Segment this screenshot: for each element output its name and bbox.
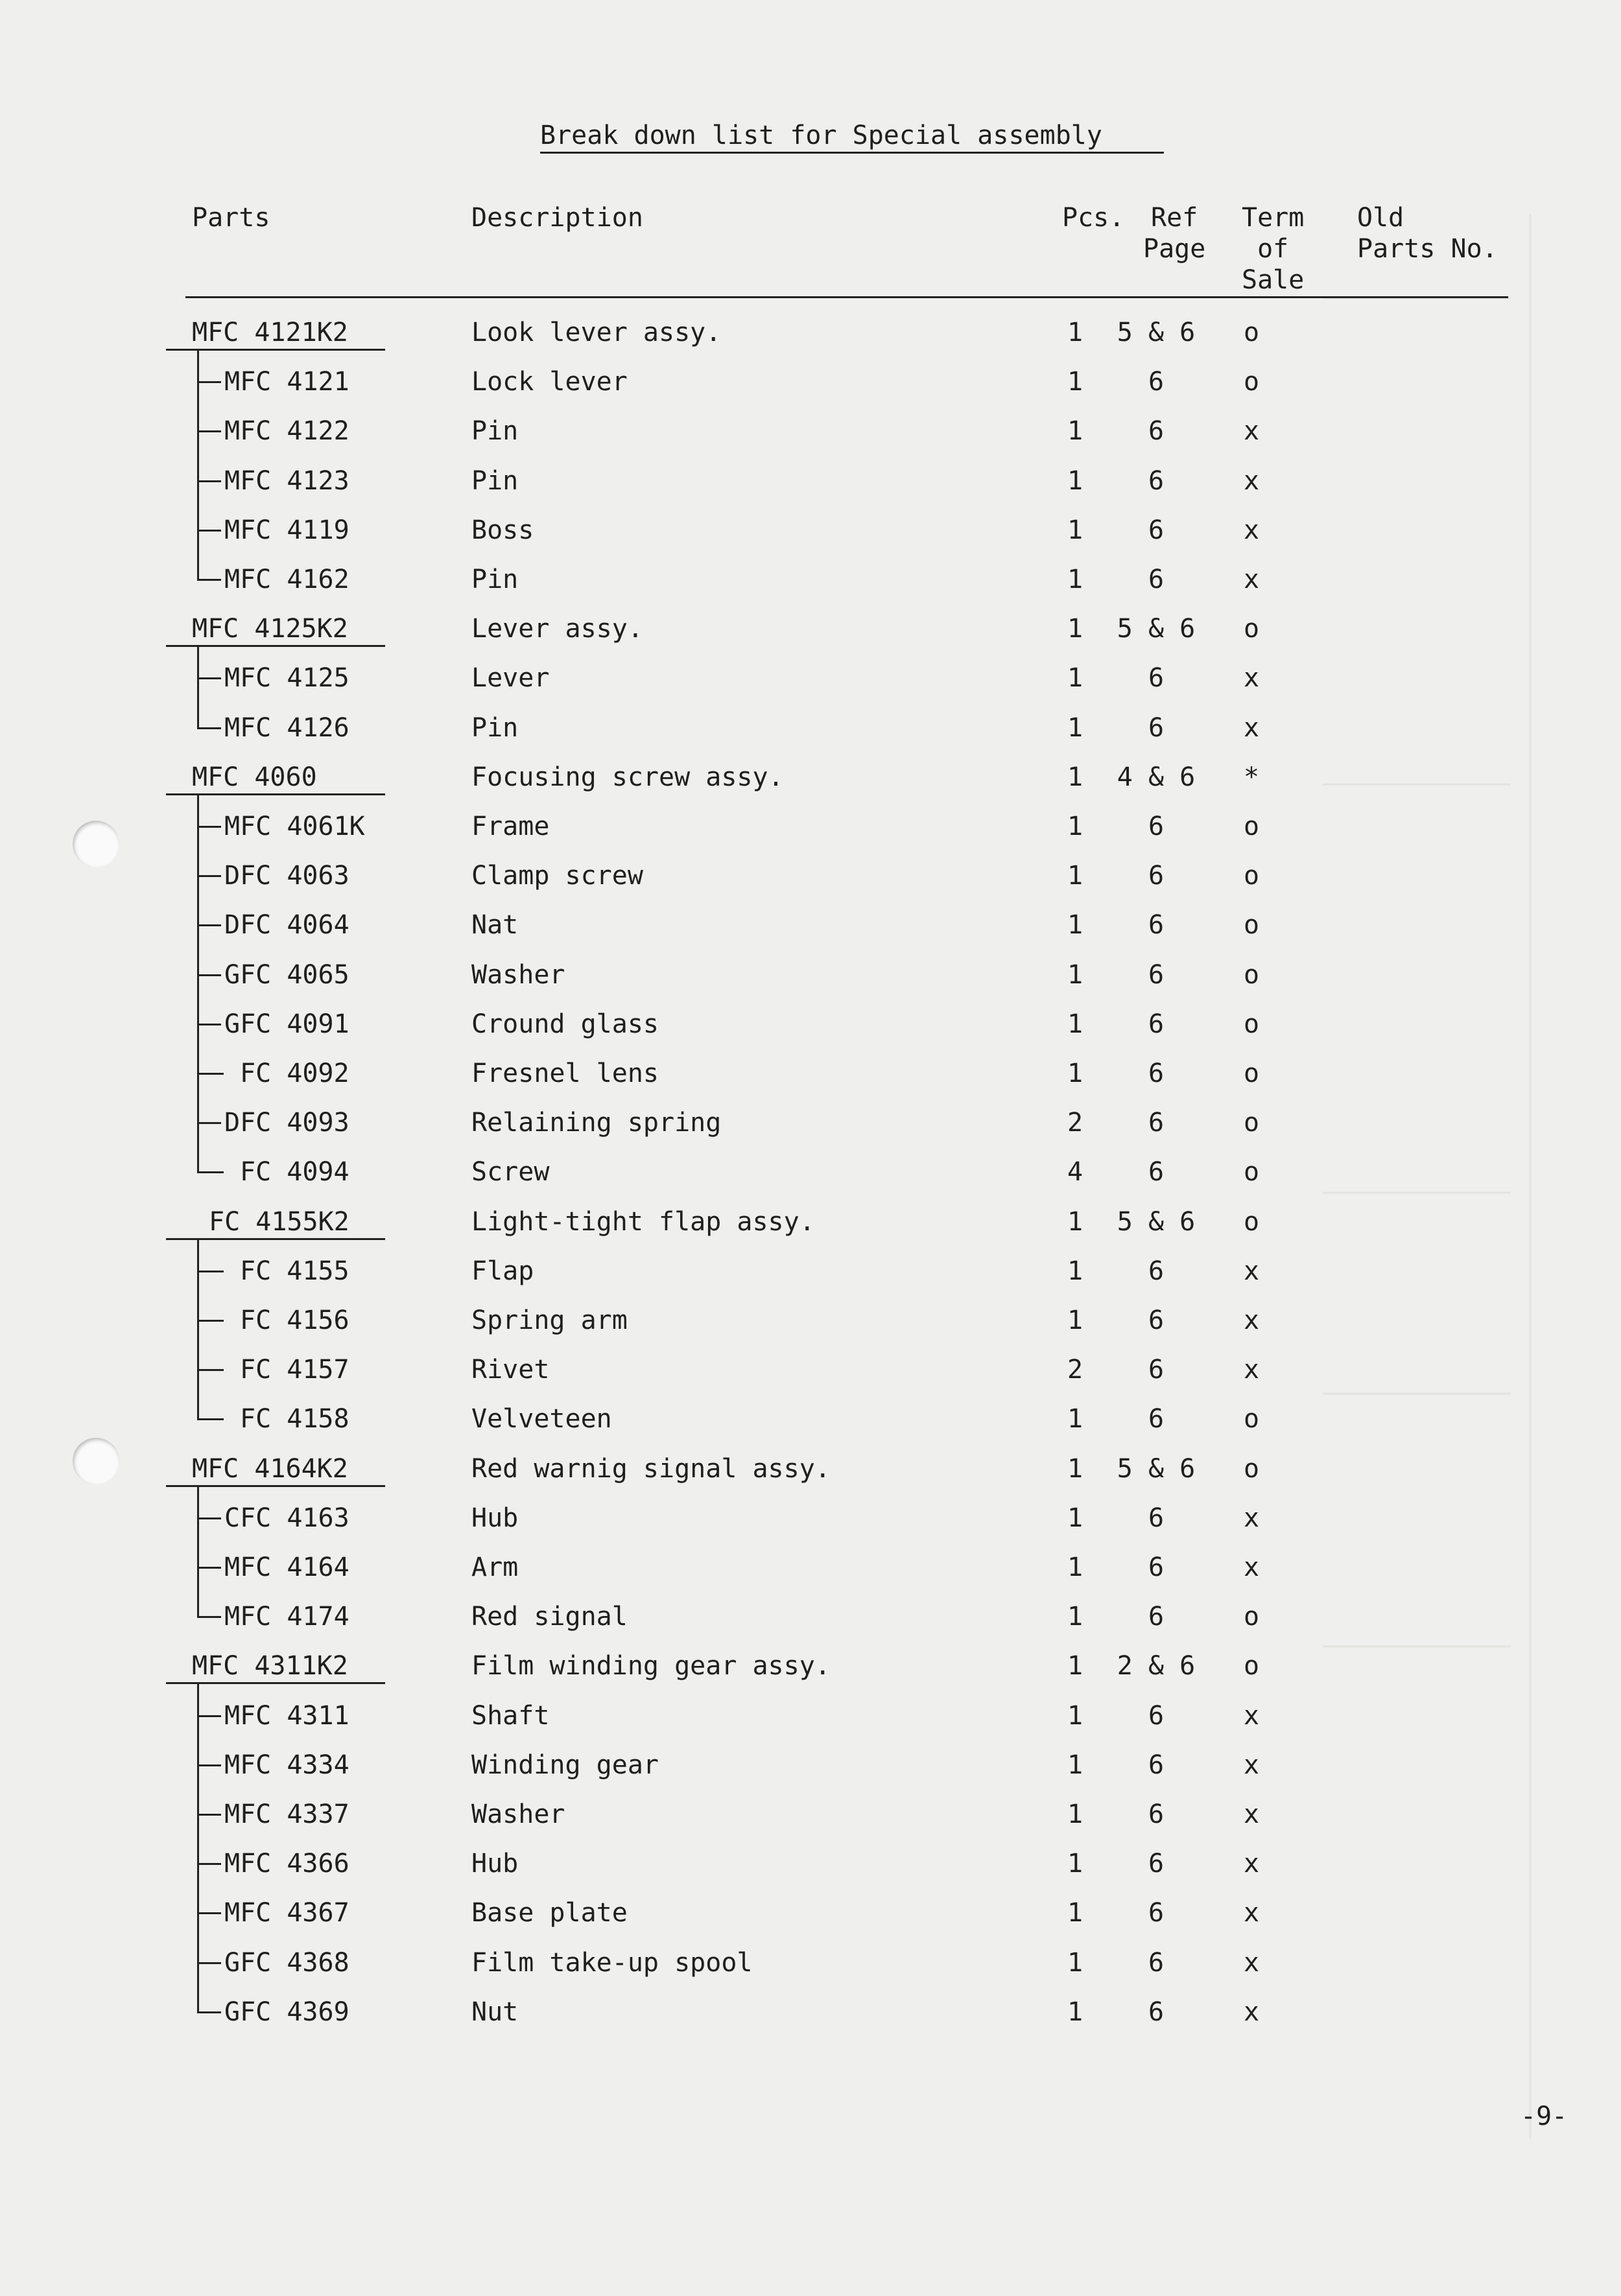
part-description: Spring arm [471,1306,628,1335]
part-description: Pin [471,713,519,743]
part-ref-page: 6 [1148,713,1165,743]
part-description: Look lever assy. [471,318,722,347]
part-description: Pin [471,565,519,594]
part-pcs: 1 [1067,1059,1083,1088]
part-term-of-sale: x [1243,565,1260,594]
part-description: Red warnig signal assy. [471,1454,831,1484]
part-term-of-sale: o [1243,812,1260,841]
header-ref-line1: Ref [1151,203,1198,233]
part-ref-page: 6 [1148,1948,1165,1978]
part-term-of-sale: o [1243,960,1260,990]
part-number: MFC 4119 [224,515,349,545]
part-ref-page: 6 [1148,515,1165,545]
part-ref-page: 6 [1148,1503,1165,1533]
part-term-of-sale: o [1243,861,1260,891]
header-parts: Parts [192,203,270,233]
part-pcs: 1 [1067,1651,1083,1681]
part-number: GFC 4368 [224,1948,349,1978]
part-pcs: 1 [1067,1306,1083,1335]
part-description: Cround glass [471,1009,659,1039]
part-pcs: 1 [1067,910,1083,940]
part-term-of-sale: x [1243,1503,1260,1533]
tree-branch [198,1517,221,1519]
tree-branch [198,1171,224,1173]
tree-branch [198,430,221,432]
part-ref-page: 6 [1148,861,1165,891]
part-ref-page: 5 & 6 [1117,1207,1196,1237]
part-description: Fresnel lens [471,1059,659,1088]
part-term-of-sale: o [1243,1009,1260,1039]
part-description: Rivet [471,1355,550,1385]
tree-vertical-line [197,795,199,1173]
tree-branch [198,1962,221,1964]
part-term-of-sale: * [1243,762,1260,792]
header-term-line3: Sale [1242,265,1305,295]
part-term-of-sale: x [1243,1701,1260,1731]
part-number: MFC 4334 [224,1750,349,1780]
part-term-of-sale: o [1243,1059,1260,1088]
header-rule [185,296,1508,298]
part-term-of-sale: o [1243,1602,1260,1632]
part-ref-page: 5 & 6 [1117,614,1196,644]
tree-branch [198,1863,221,1865]
part-ref-page: 6 [1148,565,1165,594]
tree-branch [198,381,221,383]
part-pcs: 1 [1067,1256,1083,1286]
part-description: Boss [471,515,534,545]
part-term-of-sale: o [1243,1207,1260,1237]
part-number: FC 4094 [240,1157,349,1187]
part-ref-page: 6 [1148,1552,1165,1582]
part-term-of-sale: x [1243,1552,1260,1582]
header-old-line1: Old [1357,203,1404,233]
binder-hole-top [73,821,119,867]
tree-vertical-line [197,646,199,729]
part-description: Film take-up spool [471,1948,753,1978]
header-ref-line2: Page [1143,234,1206,264]
part-ref-page: 6 [1148,1108,1165,1138]
part-number: MFC 4162 [224,565,349,594]
part-number: FC 4157 [240,1355,349,1385]
part-term-of-sale: x [1243,1799,1260,1829]
part-pcs: 2 [1067,1355,1083,1385]
header-term-line2: of [1257,234,1289,264]
part-ref-page: 5 & 6 [1117,1454,1196,1484]
part-term-of-sale: x [1243,1898,1260,1928]
tree-branch [198,875,221,877]
part-number: FC 4155K2 [209,1207,349,1237]
part-term-of-sale: x [1243,1849,1260,1879]
part-pcs: 1 [1067,1997,1083,2027]
part-term-of-sale: x [1243,515,1260,545]
part-number: DFC 4063 [224,861,349,891]
tree-branch [198,2011,221,2013]
part-pcs: 1 [1067,1207,1083,1237]
tree-branch [198,727,221,729]
part-number: FC 4092 [240,1059,349,1088]
part-description: Screw [471,1157,550,1187]
part-description: Nat [471,910,519,940]
part-pcs: 1 [1067,1454,1083,1484]
tree-branch [198,924,221,926]
part-term-of-sale: x [1243,663,1260,693]
part-ref-page: 6 [1148,1157,1165,1187]
part-term-of-sale: o [1243,910,1260,940]
tree-branch [198,677,221,679]
tree-branch [198,530,221,532]
tree-branch [198,1418,224,1420]
part-pcs: 1 [1067,367,1083,397]
part-description: Shaft [471,1701,550,1731]
part-pcs: 1 [1067,1898,1083,1928]
part-number: MFC 4125K2 [192,614,348,644]
part-term-of-sale: o [1243,1108,1260,1138]
part-term-of-sale: x [1243,1306,1260,1335]
binder-hole-bottom [73,1438,119,1484]
part-description: Clamp screw [471,861,643,891]
part-ref-page: 6 [1148,663,1165,693]
part-pcs: 1 [1067,812,1083,841]
part-description: Washer [471,960,565,990]
part-description: Focusing screw assy. [471,762,784,792]
part-number: MFC 4123 [224,466,349,496]
part-ref-page: 5 & 6 [1117,318,1196,347]
part-pcs: 1 [1067,1404,1083,1434]
part-number: MFC 4174 [224,1602,349,1632]
part-ref-page: 6 [1148,1701,1165,1731]
tree-branch [198,974,221,976]
part-ref-page: 6 [1148,812,1165,841]
part-term-of-sale: x [1243,1256,1260,1286]
part-number: MFC 4311 [224,1701,349,1731]
part-term-of-sale: o [1243,1404,1260,1434]
tree-branch [198,1073,224,1075]
part-term-of-sale: x [1243,1997,1260,2027]
part-ref-page: 6 [1148,960,1165,990]
page-title: Break down list for Special assembly [540,121,1102,150]
header-pcs: Pcs. [1062,203,1125,233]
part-ref-page: 6 [1148,1306,1165,1335]
part-pcs: 1 [1067,318,1083,347]
part-ref-page: 6 [1148,416,1165,446]
part-description: Film winding gear assy. [471,1651,831,1681]
tree-branch [198,1024,221,1025]
part-pcs: 1 [1067,663,1083,693]
part-number: MFC 4060 [192,762,317,792]
tree-branch [198,480,221,482]
part-pcs: 1 [1067,1948,1083,1978]
part-number: MFC 4061K [224,812,365,841]
header-description: Description [471,203,643,233]
part-ref-page: 6 [1148,1849,1165,1879]
part-description: Relaining spring [471,1108,722,1138]
part-description: Pin [471,416,519,446]
part-term-of-sale: o [1243,614,1260,644]
header-term-line1: Term [1242,203,1305,233]
header-ref [1143,202,1205,264]
part-ref-page: 6 [1148,1898,1165,1928]
part-number: FC 4156 [240,1306,349,1335]
part-ref-page: 6 [1148,1355,1165,1385]
part-pcs: 1 [1067,861,1083,891]
part-term-of-sale: o [1243,367,1260,397]
part-description: Arm [471,1552,519,1582]
part-pcs: 2 [1067,1108,1083,1138]
part-ref-page: 6 [1148,1059,1165,1088]
part-number: MFC 4366 [224,1849,349,1879]
part-pcs: 1 [1067,1552,1083,1582]
part-term-of-sale: x [1243,416,1260,446]
part-pcs: 1 [1067,416,1083,446]
part-ref-page: 6 [1148,1602,1165,1632]
part-description: Winding gear [471,1750,659,1780]
part-term-of-sale: o [1243,1454,1260,1484]
part-number: GFC 4369 [224,1997,349,2027]
tree-branch [198,1814,221,1816]
part-description: Lock lever [471,367,628,397]
tree-branch [198,1271,224,1272]
part-number: MFC 4311K2 [192,1651,348,1681]
part-number: DFC 4093 [224,1108,349,1138]
part-ref-page: 6 [1148,1009,1165,1039]
part-description: Hub [471,1503,519,1533]
part-term-of-sale: x [1243,1948,1260,1978]
part-ref-page: 2 & 6 [1117,1651,1196,1681]
part-number: MFC 4125 [224,663,349,693]
part-description: Hub [471,1849,519,1879]
part-description: Light-tight flap assy. [471,1207,815,1237]
part-pcs: 1 [1067,1849,1083,1879]
part-term-of-sale: o [1243,1157,1260,1187]
tree-branch [198,1122,221,1124]
part-ref-page: 6 [1148,1997,1165,2027]
part-ref-page: 6 [1148,1750,1165,1780]
part-pcs: 1 [1067,1503,1083,1533]
part-description: Pin [471,466,519,496]
part-pcs: 1 [1067,565,1083,594]
part-pcs: 1 [1067,713,1083,743]
part-pcs: 1 [1067,762,1083,792]
part-description: Washer [471,1799,565,1829]
tree-vertical-line [197,350,199,581]
part-term-of-sale: o [1243,318,1260,347]
part-ref-page: 4 & 6 [1117,762,1196,792]
part-number: MFC 4337 [224,1799,349,1829]
part-term-of-sale: x [1243,466,1260,496]
part-number: MFC 4126 [224,713,349,743]
part-number: DFC 4064 [224,910,349,940]
part-number: MFC 4121K2 [192,318,348,347]
part-term-of-sale: o [1243,1651,1260,1681]
part-description: Base plate [471,1898,628,1928]
part-term-of-sale: x [1243,1750,1260,1780]
tree-branch [198,1912,221,1914]
part-description: Flap [471,1256,534,1286]
part-ref-page: 6 [1148,367,1165,397]
part-term-of-sale: x [1243,713,1260,743]
part-ref-page: 6 [1148,1799,1165,1829]
part-description: Nut [471,1997,519,2027]
part-number: MFC 4121 [224,367,349,397]
part-pcs: 1 [1067,1799,1083,1829]
tree-vertical-line [197,1239,199,1420]
title-underline [540,152,1164,154]
part-number: MFC 4367 [224,1898,349,1928]
part-number: MFC 4122 [224,416,349,446]
part-description: Lever assy. [471,614,643,644]
part-number: FC 4158 [240,1404,349,1434]
tree-branch [198,1715,221,1717]
part-number: FC 4155 [240,1256,349,1286]
part-pcs: 1 [1067,1701,1083,1731]
tree-branch [198,1369,224,1371]
tree-branch [198,1320,224,1322]
part-pcs: 1 [1067,614,1083,644]
part-description: Red signal [471,1602,628,1632]
part-description: Frame [471,812,550,841]
part-pcs: 1 [1067,960,1083,990]
part-ref-page: 6 [1148,1256,1165,1286]
part-number: CFC 4163 [224,1503,349,1533]
part-pcs: 1 [1067,515,1083,545]
part-number: GFC 4091 [224,1009,349,1039]
part-description: Velveteen [471,1404,612,1434]
page-number: -9- [1520,2102,1568,2131]
tree-branch [198,1567,221,1569]
tree-branch [198,826,221,828]
tree-branch [198,1764,221,1766]
part-pcs: 4 [1067,1157,1083,1187]
part-number: GFC 4065 [224,960,349,990]
part-number: MFC 4164K2 [192,1454,348,1484]
tree-branch [198,1616,221,1618]
part-pcs: 1 [1067,1750,1083,1780]
header-term [1242,202,1304,296]
part-ref-page: 6 [1148,466,1165,496]
part-description: Lever [471,663,550,693]
part-pcs: 1 [1067,1009,1083,1039]
part-term-of-sale: x [1243,1355,1260,1385]
header-old-parts [1357,202,1498,264]
header-old-line2: Parts No. [1357,234,1498,264]
part-pcs: 1 [1067,466,1083,496]
part-ref-page: 6 [1148,1404,1165,1434]
tree-vertical-line [197,1486,199,1618]
part-pcs: 1 [1067,1602,1083,1632]
tree-branch [198,579,221,581]
part-ref-page: 6 [1148,910,1165,940]
part-number: MFC 4164 [224,1552,349,1582]
